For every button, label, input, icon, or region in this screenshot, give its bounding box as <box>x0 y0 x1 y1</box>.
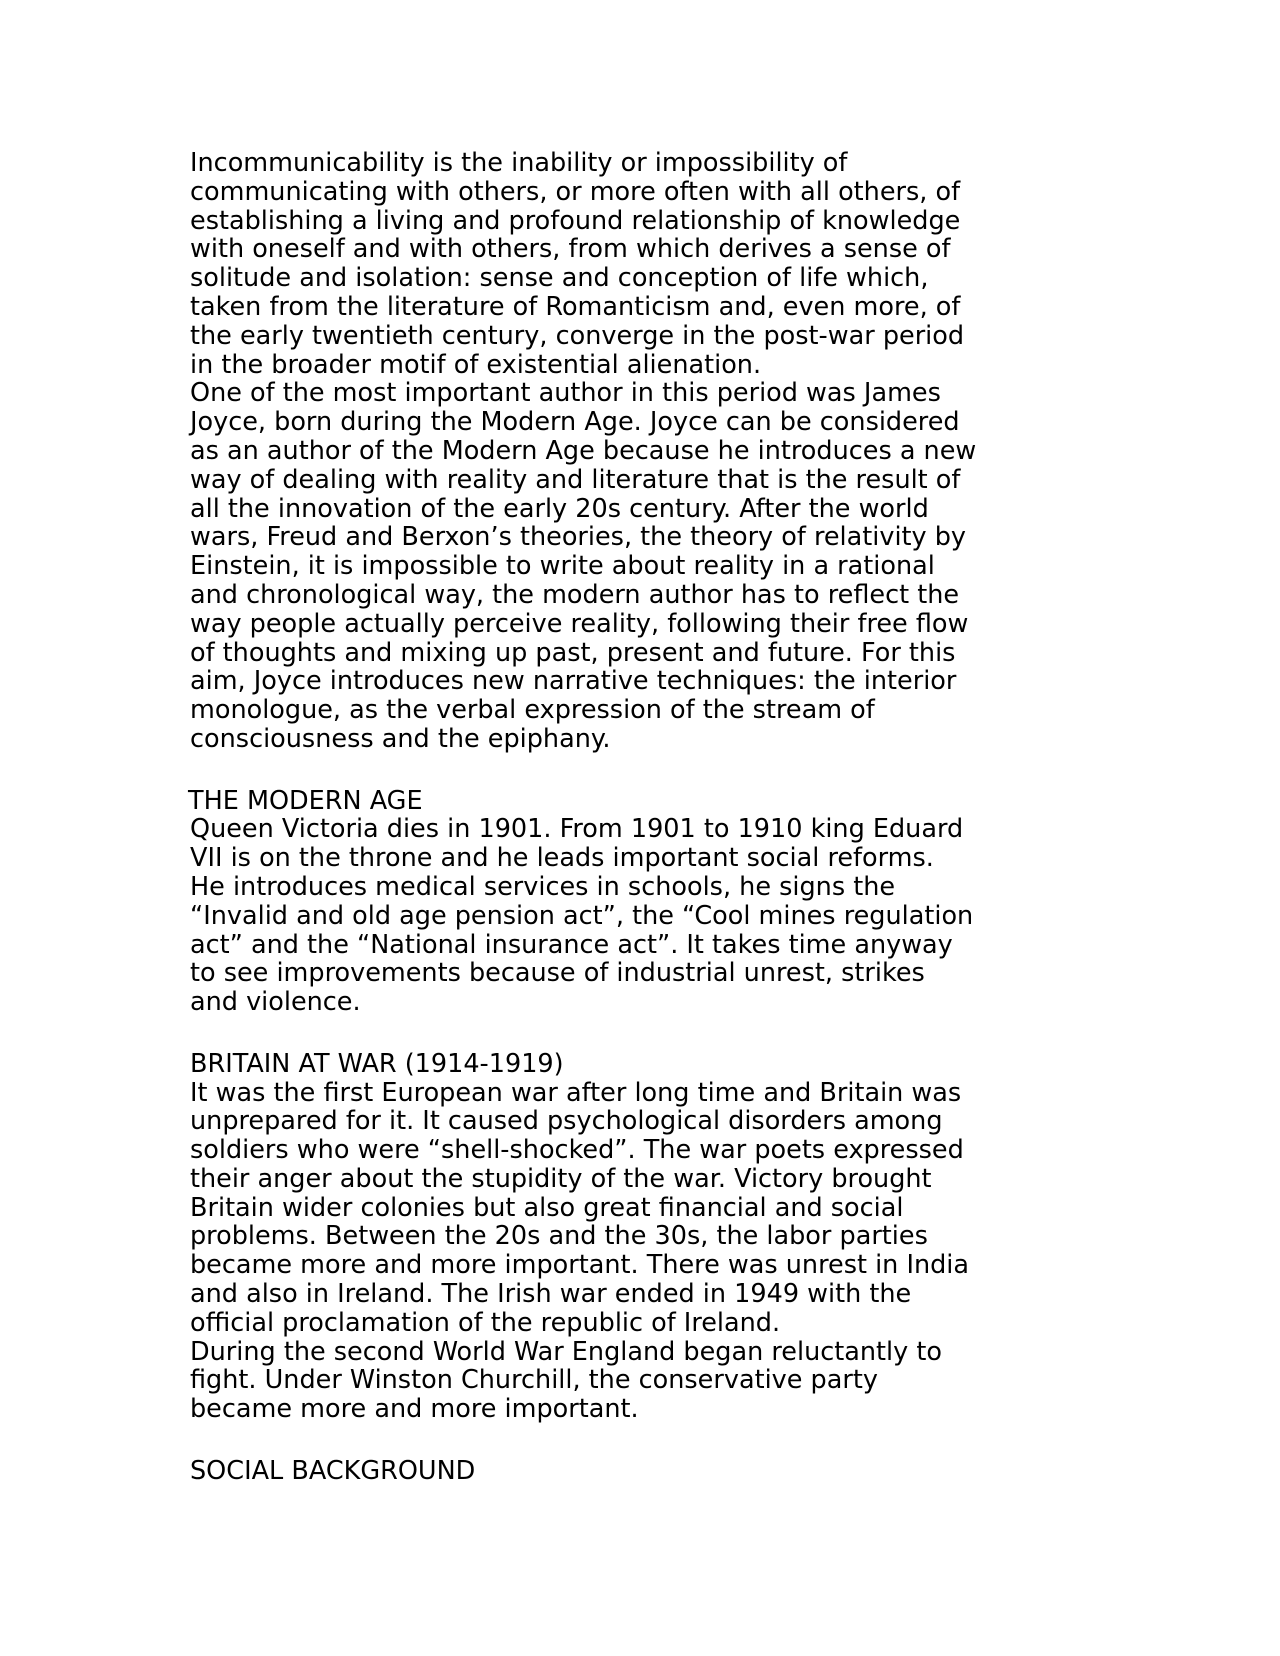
section-heading-social-background: SOCIAL BACKGROUND <box>190 1455 476 1486</box>
paragraph-gap <box>190 1424 1190 1453</box>
section-heading-britain-at-war: BRITAIN AT WAR (1914-1919) <box>190 1048 564 1079</box>
modern-age-paragraph: Queen Victoria dies in 1901. From 1901 to 1910 king Eduard VII is on the throne and he leads important social reforms. He introduces medical services in schools, he signs the “Invalid and old age pension act”, the “Cool mines regulation act” and the “National insurance act”. It takes time anyway to see improvements because of industrial unrest, strikes and violence. <box>190 814 974 1018</box>
second-world-war-paragraph: During the second World War England began reluctantly to fight. Under Winston Churchill, the conservative party became more and more important. <box>190 1336 942 1425</box>
paragraph-gap <box>190 754 1190 783</box>
intro-paragraph: Incommunicability is the inability or impossibility of communicating with others, or more often with all others, of establishing a living and profound relationship of knowledge with oneself and with others, from which derives a sense of solitude and isolation: sense and conception of life which, taken from the literature of Romanticism and, even more, of the early twentieth century, converge in the post-war period in the broader motif of existential alienation. <box>190 148 965 380</box>
document-body <box>190 149 1190 1486</box>
section-heading-modern-age: THE MODERN AGE <box>188 785 423 816</box>
britain-war-paragraph: It was the first European war after long time and Britain was unprepared for it. It caused psychological disorders among soldiers who were “shell-shocked”. The war poets expressed their anger about the stupidity of the war. Victory brought Britain wider colonies but also great financial and social problems. Between the 20s and the 30s, the labor parties became more and more important. There was unrest in India and also in Ireland. The Irish war ended in 1949 with the official proclamation of the republic of Ireland. <box>190 1077 970 1338</box>
paragraph-gap <box>190 1017 1190 1046</box>
joyce-paragraph: One of the most important author in this period was James Joyce, born during the Modern Age. Joyce can be considered as an author of the Modern Age because he introduces a new way of dealing with reality and literature that is the result of all the innovation of the early 20s century. After the world wars, Freud and Berxon’s theories, the theory of relativity by Einstein, it is impossible to write about reality in a rational and chronological way, the modern author has to reflect the way people actually perceive reality, following their free flow of thoughts and mixing up past, present and future. For this aim, Joyce introduces new narrative techniques: the interior monologue, as the verbal expression of the stream of consciousness and the epiphany. <box>190 378 977 754</box>
